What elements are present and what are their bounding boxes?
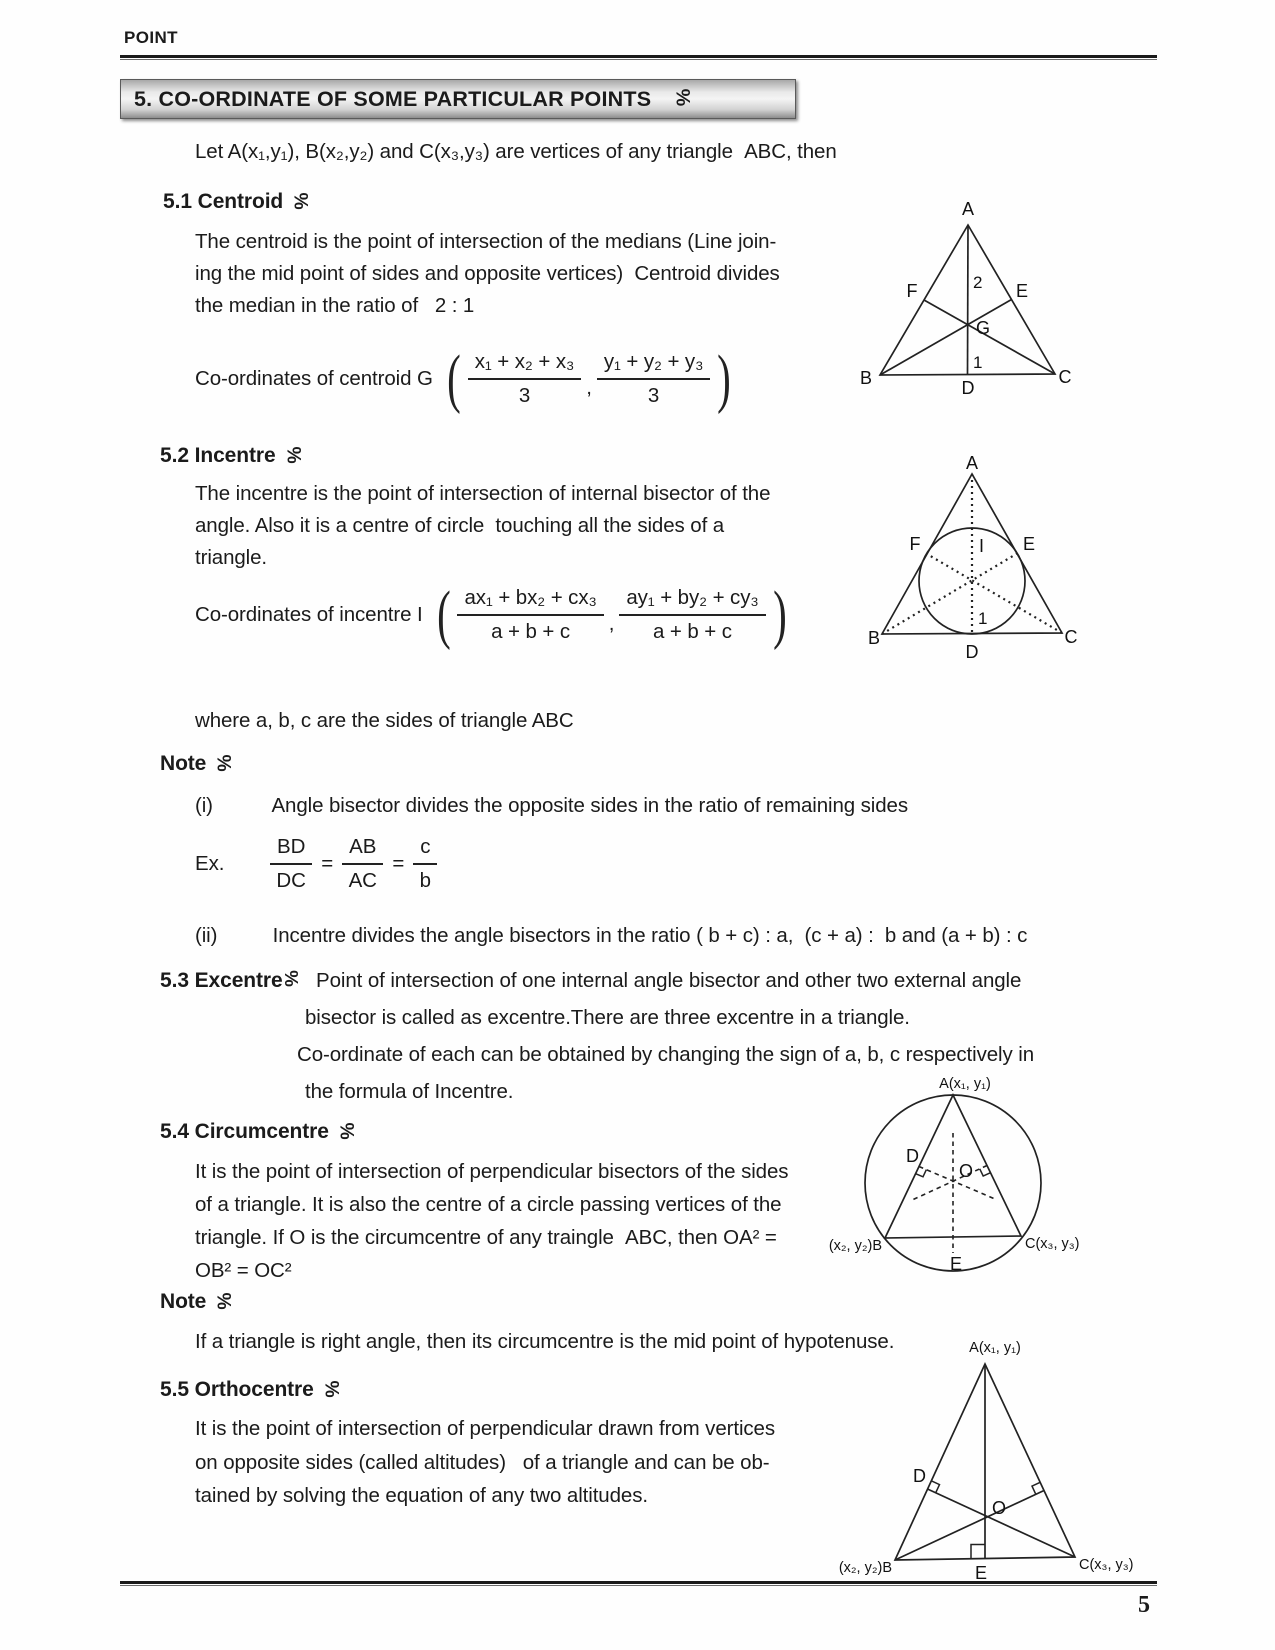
note-label: Note: [160, 752, 207, 775]
text-line: triangle. If O is the circumcentre of any traingle ABC, then OA² =: [195, 1226, 777, 1249]
section-mark-icon: %: [320, 1380, 342, 1398]
fraction-denominator: AC: [348, 869, 377, 892]
point-label-e: E: [1022, 534, 1036, 554]
orthocentre-paragraph: [195, 1412, 845, 1513]
incentre-diagram: [867, 453, 1088, 670]
incentre-paragraph: [195, 478, 835, 574]
vertex-label-c: C(x₃, y₃): [1079, 1557, 1134, 1573]
vertex-label-a: A: [965, 453, 979, 473]
example-label: Ex.: [195, 852, 225, 875]
text-line: on opposite sides (called altitudes) of a triangle and can be ob-: [195, 1450, 770, 1474]
fraction: [413, 835, 437, 893]
perp-bisector-ac: [910, 1166, 987, 1202]
vertex-label-b: (x₂, y₂)B: [838, 1560, 892, 1576]
note1-item-i: [195, 790, 908, 822]
formula-label: Co-ordinates of centroid G: [195, 367, 433, 390]
vertex-label-c: C(x₃, y₃): [1025, 1236, 1080, 1252]
centroid-formula: [195, 342, 735, 416]
point-label-g: G: [976, 318, 991, 338]
heading-orthocentre-label: 5.5 Orthocentre: [160, 1378, 314, 1401]
fraction: [457, 586, 603, 644]
note2-text: If a triangle is right angle, then its circumcentre is the mid point of hypotenuse.: [195, 1330, 895, 1353]
heading-circumcentre-label: 5.4 Circumcentre: [160, 1120, 329, 1143]
fraction-numerator: ax₁ + bx₂ + cx₃: [457, 586, 603, 616]
item-tag: (i): [195, 794, 213, 817]
vertex-label-c: C: [1064, 627, 1078, 647]
where-text: where a, b, c are the sides of triangle ABC: [195, 709, 574, 732]
point-label-d: D: [961, 378, 975, 398]
vertex-label-c: C: [1058, 367, 1072, 387]
section-banner-title: 5. CO-ORDINATE OF SOME PARTICULAR POINTS: [134, 86, 652, 111]
text-line: It is the point of intersection of perpendicular drawn from vertices: [195, 1417, 776, 1440]
circumcentre-paragraph: [195, 1155, 845, 1287]
vertex-label-b: B: [867, 628, 881, 648]
point-label-d: D: [913, 1466, 926, 1486]
heading-incentre: [160, 444, 304, 468]
centroid-paragraph: [195, 226, 835, 322]
text-line: angle. Also it is a centre of circle touching all the sides of a: [195, 514, 725, 537]
text-line: The incentre is the point of intersection of internal bisector of the: [195, 482, 771, 505]
equals-sign: =: [392, 852, 405, 875]
centroid-diagram: [855, 198, 1075, 403]
note1-item-ii: [195, 920, 1027, 952]
section-mark-icon: %: [671, 88, 694, 106]
text-line: triangle.: [195, 546, 268, 569]
point-label-e: E: [975, 1563, 988, 1583]
vertex-label-b: (x₂, y₂)B: [828, 1238, 882, 1254]
heading-centroid: [163, 190, 311, 214]
excentre-line-3: Co-ordinate of each can be obtained by changing the sign of a, b, c respectively in: [297, 1043, 1035, 1066]
fraction-denominator: a + b + c: [491, 620, 571, 643]
section-mark-icon: %: [289, 192, 311, 210]
point-label-e: E: [950, 1254, 963, 1274]
section-mark-icon: %: [280, 970, 302, 987]
bisector-be: [882, 554, 1017, 635]
example-formula: [195, 832, 440, 896]
fraction-numerator: ay₁ + by₂ + cy₃: [619, 586, 765, 616]
right-paren: ): [717, 342, 732, 416]
fraction-denominator: DC: [276, 869, 306, 892]
left-paren: (: [446, 342, 461, 416]
fraction-numerator: AB: [342, 835, 383, 865]
intro-text: Let A(x₁,y₁), B(x₂,y₂) and C(x₃,y₃) are vertices of any triangle ABC, then: [195, 140, 837, 163]
equals-sign: =: [321, 852, 334, 875]
altitude-b: [895, 1491, 1044, 1561]
excentre-line-2: bisector is called as excentre.There are three excentre in a triangle.: [305, 1006, 910, 1029]
circumcentre-diagram: [830, 1078, 1100, 1293]
page-header: POINT: [124, 28, 178, 47]
text-line: The centroid is the point of intersection of the medians (Line join-: [195, 230, 777, 253]
formula-label: Co-ordinates of incentre I: [195, 603, 423, 626]
formula-comma: ,: [586, 376, 592, 399]
point-label-o: O: [959, 1161, 974, 1181]
fraction-numerator: y₁ + y₂ + y₃: [597, 350, 711, 380]
median-ad: [968, 225, 969, 375]
point-label-f: F: [909, 534, 921, 554]
text-line: the median in the ratio of 2 : 1: [195, 294, 475, 317]
text-line: It is the point of intersection of perpendicular bisectors of the sides: [195, 1160, 789, 1183]
vertex-label-a: A(x₁, y₁): [939, 1076, 991, 1092]
note2-heading: [160, 1290, 234, 1314]
fraction-denominator: b: [419, 869, 431, 892]
fraction: [468, 350, 582, 408]
text-line: of a triangle. It is also the centre of a circle passing vertices of the: [195, 1193, 782, 1216]
median-be: [880, 300, 1012, 376]
section-mark-icon: %: [282, 446, 304, 464]
header-rule: [120, 55, 1157, 60]
ratio-label-2: 2: [973, 273, 983, 292]
fraction: [342, 835, 383, 893]
fraction-numerator: c: [413, 835, 437, 865]
point-label-o: O: [992, 1498, 1007, 1518]
heading-circumcentre: [160, 1120, 357, 1144]
fraction-denominator: 3: [518, 384, 531, 407]
point-label-d: D: [965, 642, 979, 662]
perp-bisector-ab: [919, 1167, 995, 1200]
fraction-denominator: 3: [647, 384, 660, 407]
item-tag: (ii): [195, 924, 218, 947]
heading-centroid-label: 5.1 Centroid: [163, 190, 284, 213]
fraction-denominator: a + b + c: [653, 620, 732, 643]
vertex-label-a: A(x₁, y₁): [969, 1340, 1021, 1356]
point-label-f: F: [906, 281, 918, 301]
right-paren: ): [772, 578, 787, 652]
section-banner: [120, 79, 796, 119]
point-label-d: D: [906, 1146, 919, 1166]
section-mark-icon: %: [212, 754, 234, 772]
vertex-label-a: A: [961, 199, 975, 219]
bisector-cf: [927, 554, 1062, 633]
incentre-formula: [195, 578, 791, 652]
heading-incentre-label: 5.2 Incentre: [160, 444, 276, 467]
vertex-label-b: B: [859, 368, 873, 388]
note-label: Note: [160, 1290, 207, 1313]
fraction: [270, 835, 312, 893]
excentre-line-4: the formula of Incentre.: [305, 1080, 514, 1103]
fraction-numerator: x₁ + x₂ + x₃: [468, 350, 582, 380]
item-text: Incentre divides the angle bisectors in the ratio ( b + c) : a, (c + a) : b and (a + b) : c: [272, 924, 1028, 947]
right-angle-mark: [971, 1545, 985, 1559]
page-number: 5: [1138, 1592, 1150, 1618]
ratio-label-1: 1: [978, 609, 988, 628]
left-paren: (: [436, 578, 451, 652]
excentre-text: Point of intersection of one internal angle bisector and other two external angle: [316, 969, 1022, 992]
heading-excentre-label: 5.3 Excentre: [160, 969, 283, 992]
text-line: OB² = OC²: [195, 1259, 292, 1282]
orthocentre-diagram: [838, 1338, 1134, 1583]
item-text: Angle bisector divides the opposite sides in the ratio of remaining sides: [271, 794, 909, 817]
excentre-line-1: [160, 962, 1090, 999]
fraction: [619, 586, 765, 644]
footer-rule: [120, 1581, 1157, 1586]
note1-heading: [160, 752, 234, 776]
heading-orthocentre: [160, 1378, 342, 1402]
ratio-label-1: 1: [973, 353, 983, 372]
point-label-e: E: [1015, 281, 1029, 301]
section-mark-icon: %: [212, 1292, 234, 1310]
text-line: ing the mid point of sides and opposite vertices) Centroid divides: [195, 262, 780, 285]
section-mark-icon: %: [335, 1122, 357, 1140]
formula-comma: ,: [608, 612, 615, 635]
fraction-numerator: BD: [270, 835, 312, 865]
triangle-outline: [885, 1095, 1021, 1238]
point-label-i: I: [979, 536, 985, 556]
text-line: tained by solving the equation of any two altitudes.: [195, 1484, 648, 1507]
fraction: [597, 350, 711, 408]
